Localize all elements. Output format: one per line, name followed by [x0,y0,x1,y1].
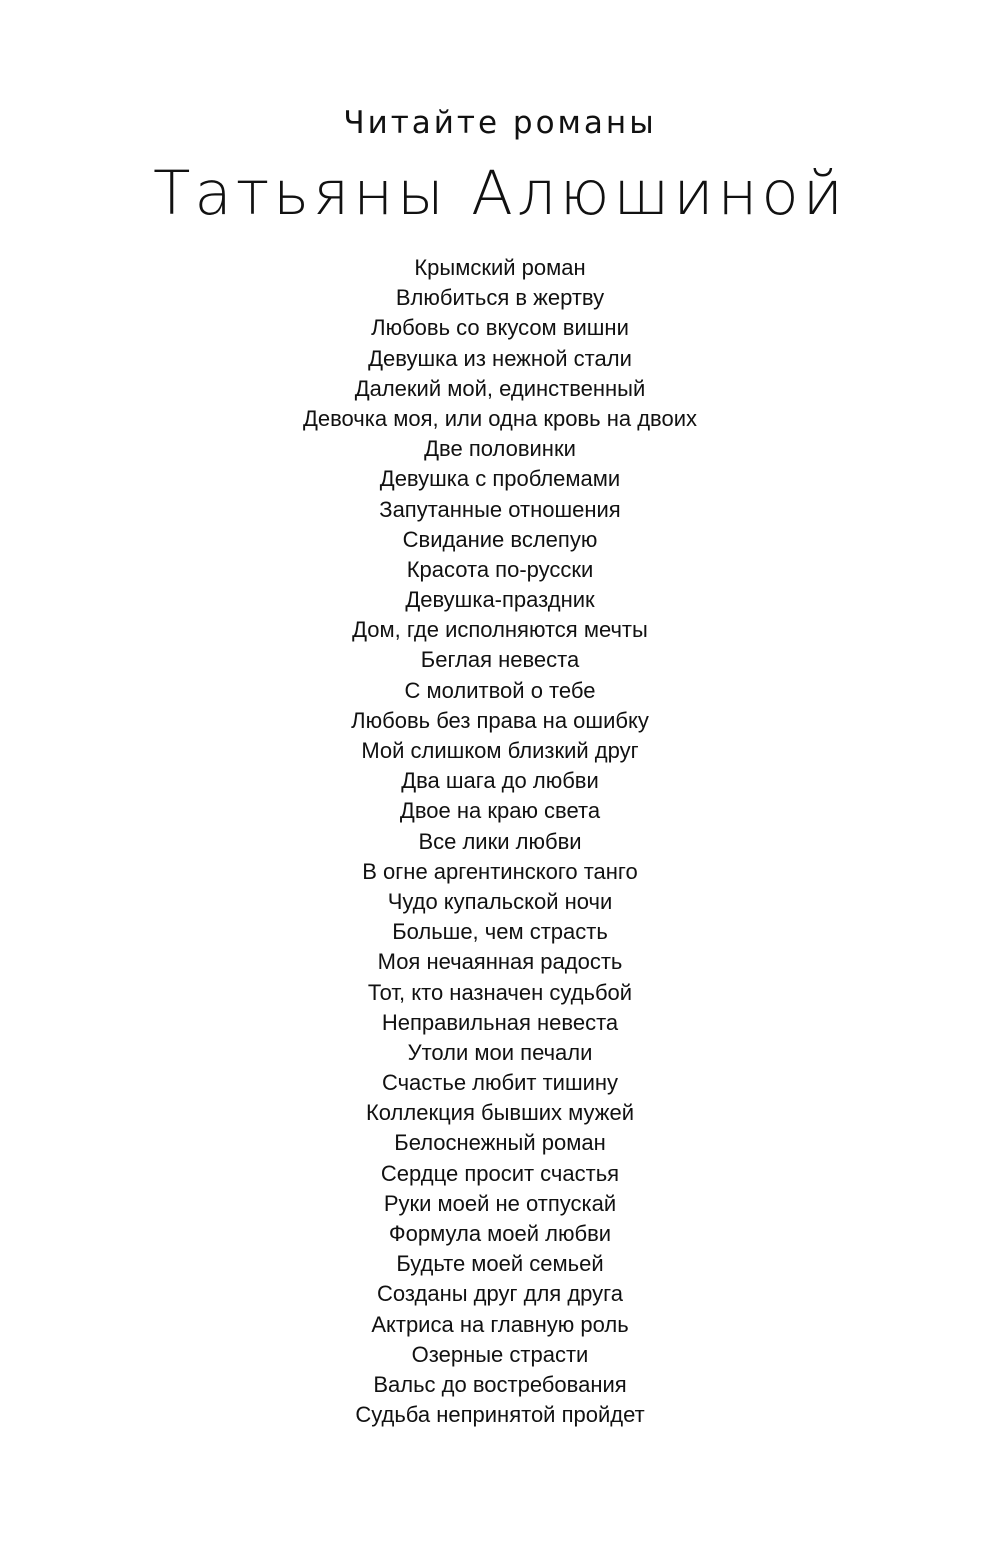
book-title: Беглая невеста [420,647,580,673]
book-title: Красота по-русски [406,556,594,582]
book-title: С молитвой о тебе [404,677,596,703]
book-title: Дом, где исполняются мечты [352,617,648,643]
book-title: Чудо купальской ночи [387,888,613,914]
book-title: Два шага до любви [401,768,599,794]
book-title: Двое на краю света [399,798,601,824]
book-title: Утоли мои печали [407,1039,593,1065]
book-title: Созданы друг для друга [377,1281,623,1307]
book-title: Озерные страсти [411,1341,589,1367]
book-title: Мой слишком близкий друг [361,738,639,763]
book-title: Актриса на главную роль [371,1311,629,1337]
book-title: В огне аргентинского танго [362,858,638,884]
book-title: Две половинки [424,436,576,462]
page-kicker: Читайте романы [343,105,657,141]
book-title: Крымский роман [414,255,586,280]
book-title: Далекий мой, единственный [354,375,646,401]
book-title: Девочка моя, или одна кровь на двоих [302,405,697,431]
book-title: Моя нечаянная радость [377,949,623,975]
book-title: Влюбиться в жертву [395,285,605,311]
book-title: Свидание вслепую [402,526,598,552]
book-title: Руки моей не отпускай [383,1190,617,1216]
book-title: Неправильная невеста [381,1009,619,1035]
author-name: Татьяны Алюшиной [153,158,847,229]
book-title: Девушка из нежной стали [368,345,632,371]
book-title: Запутанные отношения [379,496,621,522]
book-title: Больше, чем страсть [392,919,608,945]
book-title: Девушка-праздник [405,587,595,613]
book-title: Счастье любит тишину [381,1070,619,1096]
book-title-list [0,253,1000,1430]
book-title: Сердце просит счастья [380,1160,620,1186]
book-title: Девушка с проблемами [379,466,621,492]
book-title: Любовь со вкусом вишни [371,315,629,341]
book-title: Формула моей любви [388,1221,612,1246]
book-title: Коллекция бывших мужей [365,1100,635,1126]
book-title: Все лики любви [418,828,582,854]
book-title: Белоснежный роман [394,1130,606,1156]
book-title: Тот, кто назначен судьбой [367,979,633,1005]
book-title: Вальс до востребования [373,1371,627,1397]
book-title: Судьба непринятой пройдет [355,1402,645,1428]
book-title: Любовь без права на ошибку [351,707,649,733]
book-title: Будьте моей семьей [396,1251,604,1277]
